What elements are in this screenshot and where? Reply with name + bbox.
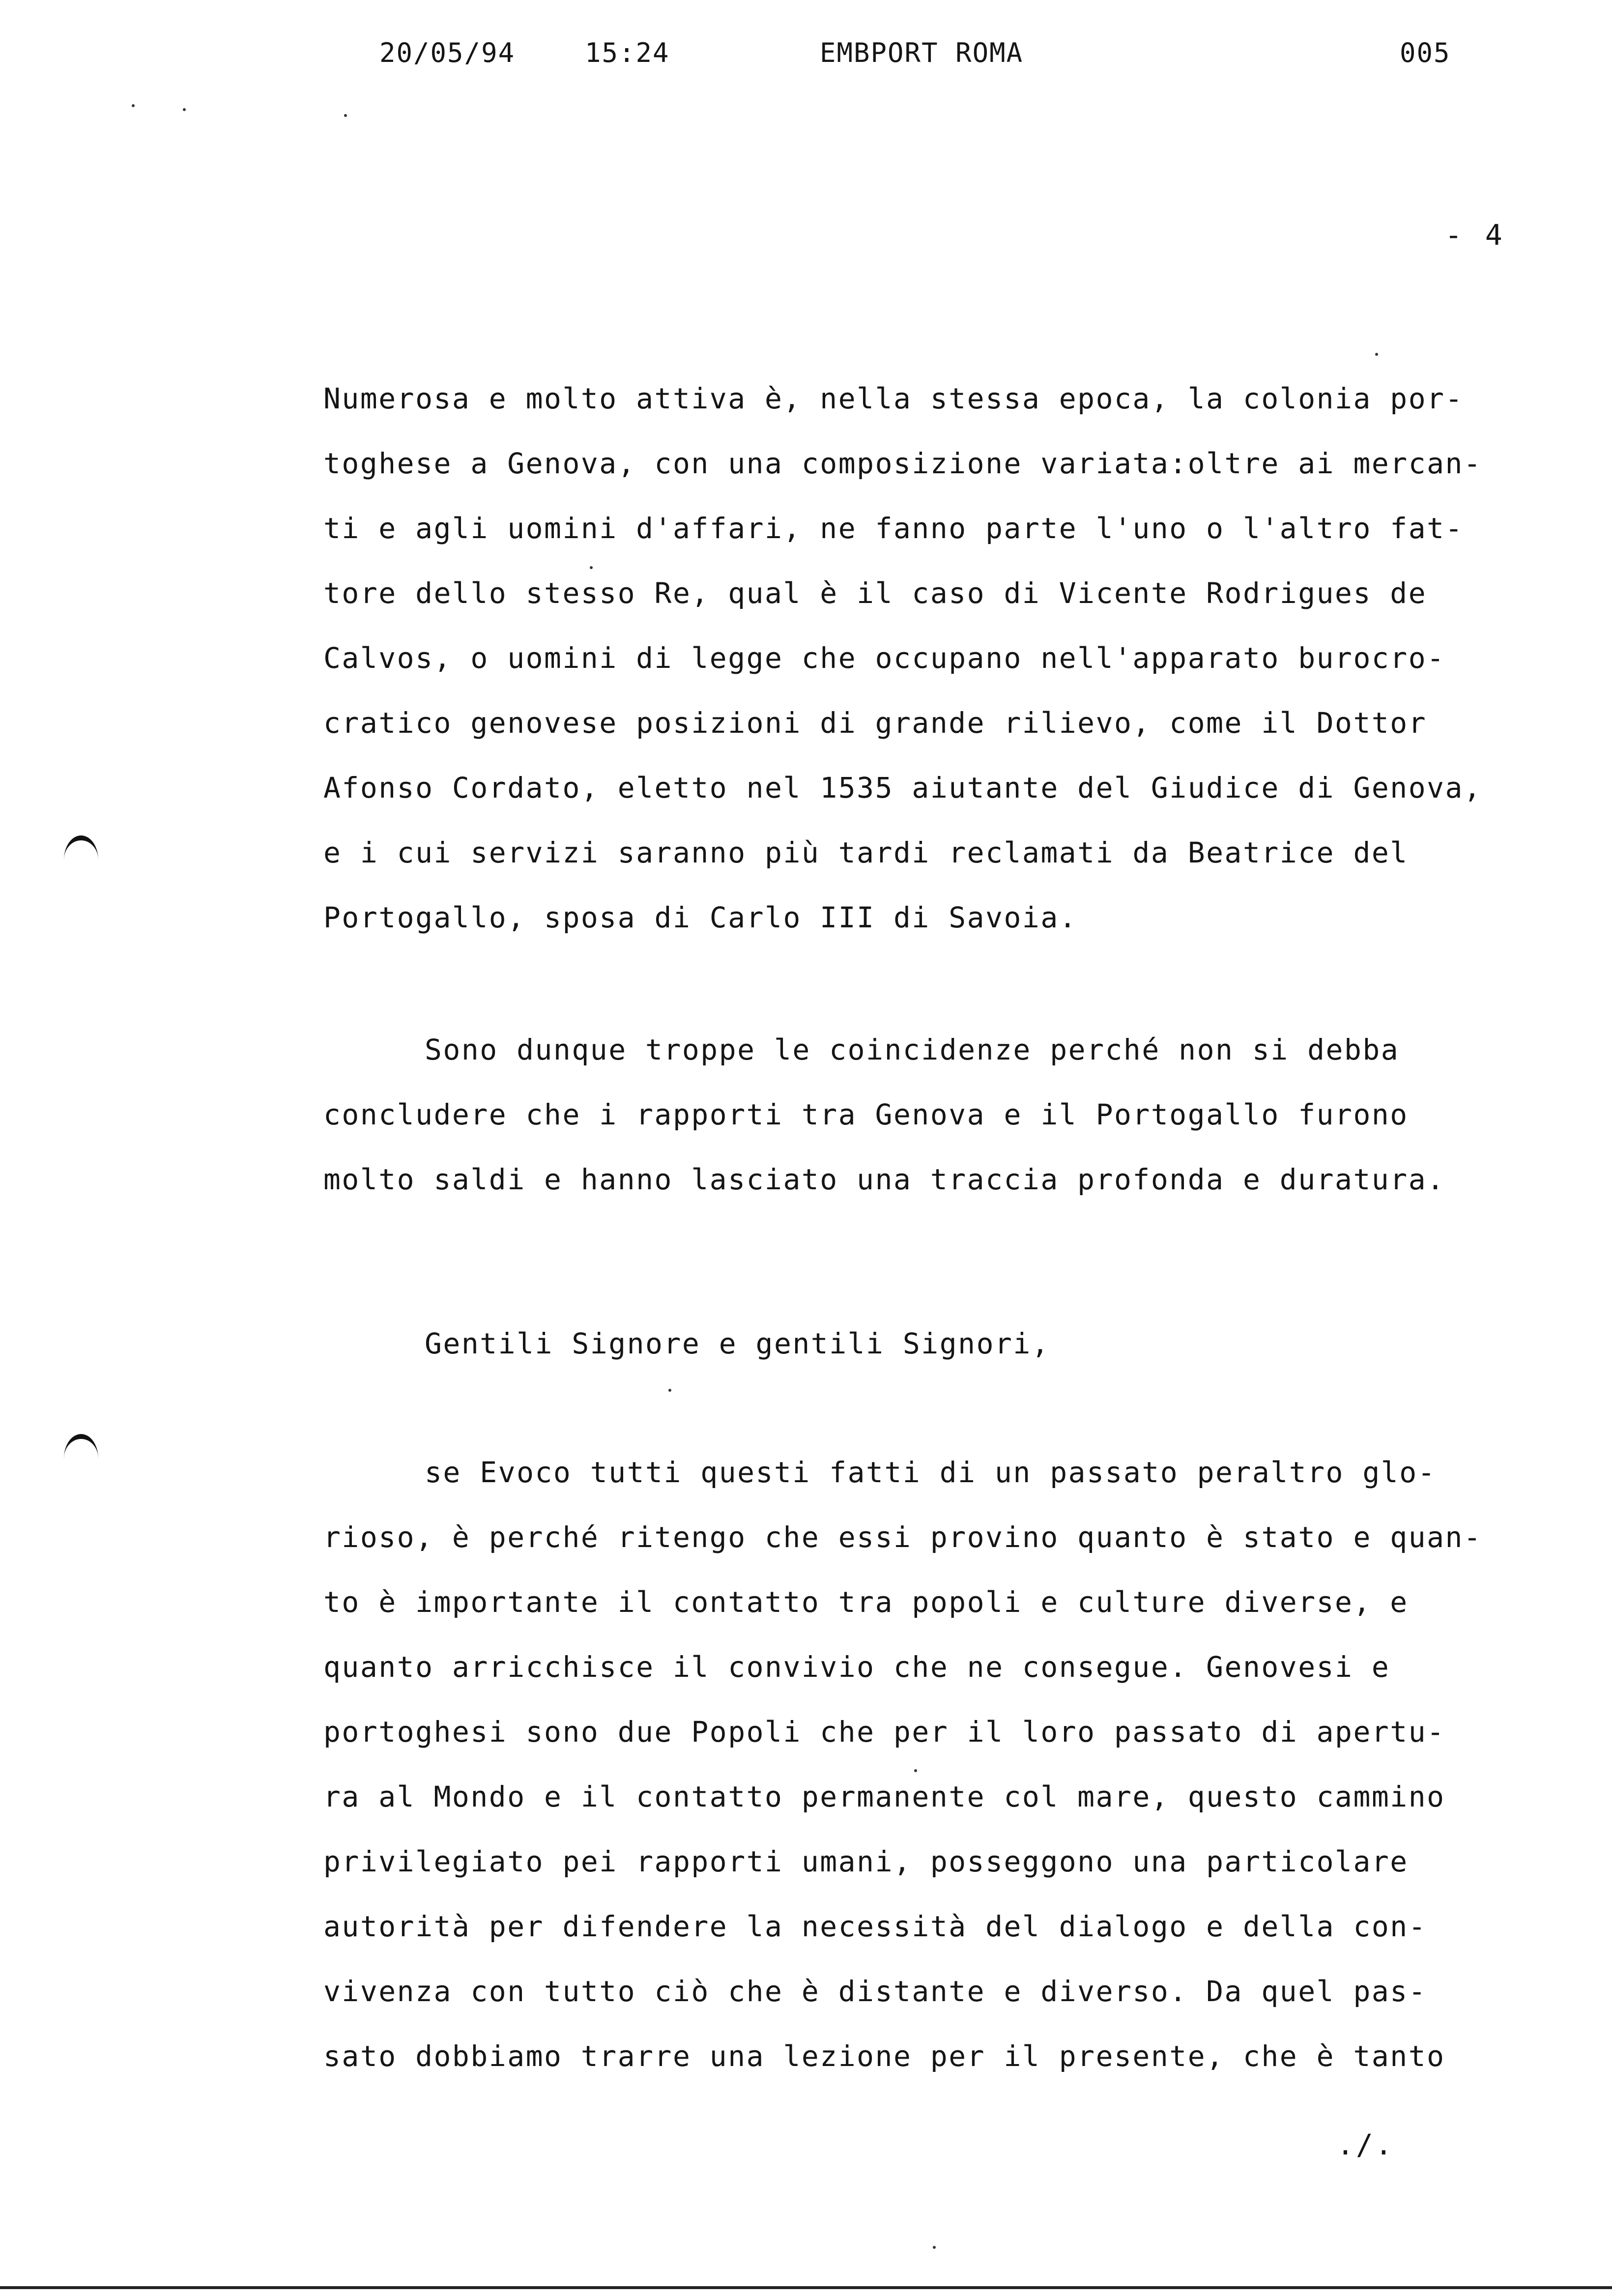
text-line: tore dello stesso Re, qual è il caso di Vicente Rodrigues de [323,576,1427,610]
text-line: se Evoco tutti questi fatti di un passato peraltro glo- [425,1456,1437,1489]
scan-speck [1375,353,1378,356]
punch-hole-mark [64,835,98,860]
scan-speck [668,1389,671,1392]
punch-hole-mark [64,1434,98,1459]
text-line: privilegiato pei rapporti umani, posseggono una particolare [323,1845,1409,1878]
text-line: Portogallo, sposa di Carlo III di Savoia. [323,901,1078,934]
page-number: - 4 [1445,218,1505,252]
continuation-mark: ./. [1337,2128,1394,2161]
scan-speck [914,1769,917,1772]
text-line: portoghesi sono due Popoli che per il loro passato di apertu- [323,1715,1445,1749]
text-line: sato dobbiamo trarre una lezione per il presente, che è tanto [323,2039,1445,2073]
text-line: cratico genovese posizioni di grande rilievo, come il Dottor [323,706,1427,740]
paragraph-2 [323,1017,1572,1212]
text-line: ra al Mondo e il contatto permanente col mare, questo cammino [323,1780,1445,1813]
scan-bottom-edge [0,2286,1612,2289]
text-line: rioso, è perché ritengo che essi provino quanto è stato e quan- [323,1521,1482,1554]
paragraph-1 [323,366,1572,950]
scan-speck [132,104,135,107]
paragraph-3 [323,1440,1572,2089]
scan-speck [933,2246,936,2249]
text-line: Calvos, o uomini di legge che occupano nell'apparato burocro- [323,641,1445,675]
text-line: e i cui servizi saranno più tardi reclamati da Beatrice del [323,836,1409,869]
text-line: Afonso Cordato, eletto nel 1535 aiutante del Giudice di Genova, [323,771,1482,804]
text-line: molto saldi e hanno lasciato una traccia profonda e duratura. [323,1163,1445,1196]
text-line: toghese a Genova, con una composizione variata:oltre ai mercan- [323,447,1482,480]
text-line: Numerosa e molto attiva è, nella stessa epoca, la colonia por- [323,382,1464,415]
fax-page-number: 005 [1400,37,1451,68]
text-line: vivenza con tutto ciò che è distante e diverso. Da quel pas- [323,1975,1427,2008]
fax-time: 15:24 [585,37,670,68]
text-line: ti e agli uomini d'affari, ne fanno parte l'uno o l'altro fat- [323,512,1464,545]
scan-speck [344,114,347,117]
text-line: autorità per difendere la necessità del dialogo e della con- [323,1910,1427,1943]
text-line: concludere che i rapporti tra Genova e il Portogallo furono [323,1098,1409,1131]
text-line: Sono dunque troppe le coincidenze perché non si debba [425,1033,1400,1066]
fax-date: 20/05/94 [379,37,516,68]
scan-speck [590,566,593,569]
fax-sender: EMBPORT ROMA [820,37,1024,68]
scan-speck [183,108,186,111]
text-line: to è importante il contatto tra popoli e culture diverse, e [323,1585,1409,1619]
text-line: quanto arricchisce il convivio che ne consegue. Genovesi e [323,1650,1390,1684]
salutation: Gentili Signore e gentili Signori, [425,1327,1050,1360]
